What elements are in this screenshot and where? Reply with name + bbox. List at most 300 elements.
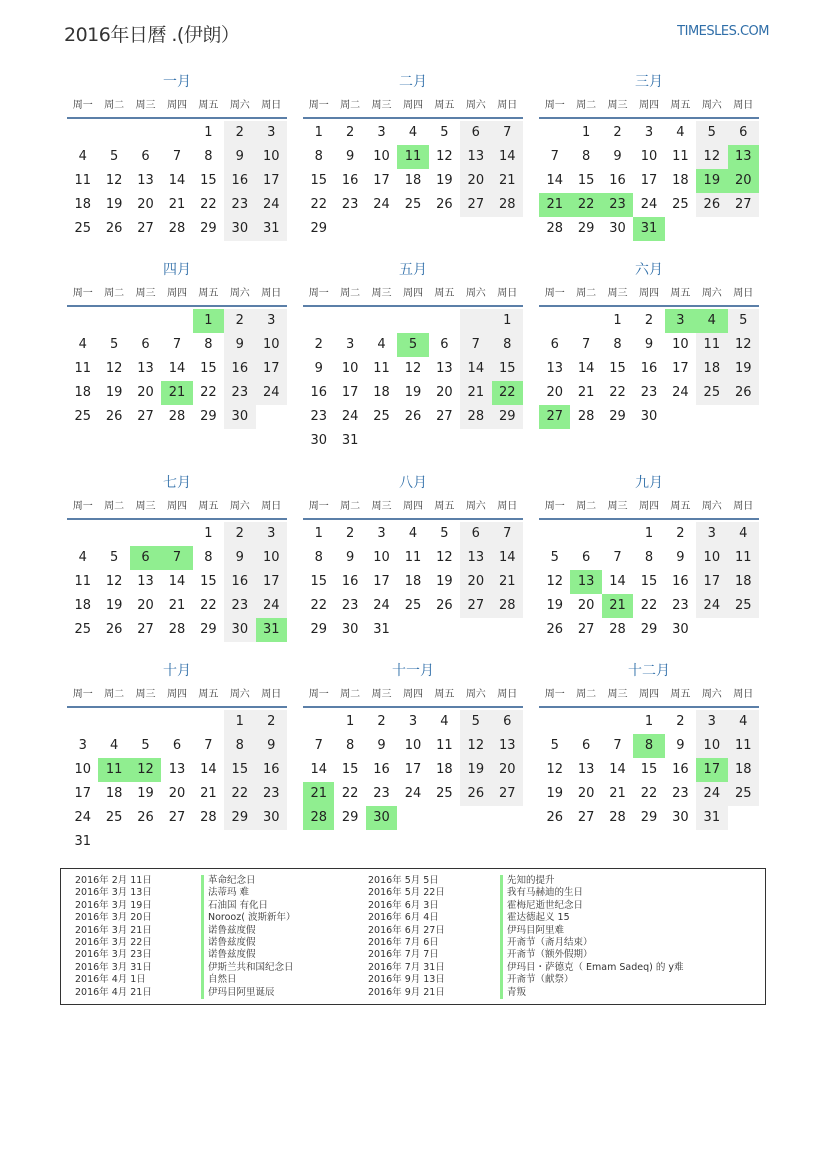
day-cell: 23 bbox=[672, 598, 689, 613]
day-cell: 16 bbox=[224, 357, 255, 381]
weekday-label: 周三 bbox=[135, 288, 156, 299]
day-cell: 9 bbox=[613, 149, 622, 164]
empty-day-cell bbox=[67, 121, 98, 145]
day-cell: 21 bbox=[609, 786, 626, 801]
day-cell: 24 bbox=[373, 598, 390, 613]
day-cell: 2 bbox=[613, 125, 622, 140]
day-cell: 20 bbox=[137, 197, 154, 212]
day-cell: 23 bbox=[224, 381, 255, 405]
holiday-date: 2016年 7月 6日 bbox=[368, 936, 439, 948]
day-cell: 23 bbox=[373, 786, 390, 801]
day-cell: 27 bbox=[577, 622, 595, 637]
holiday-day-cell: 7 bbox=[161, 546, 192, 570]
month-block bbox=[67, 70, 287, 241]
day-cell: 6 bbox=[581, 550, 591, 565]
day-cell: 14 bbox=[609, 574, 626, 589]
day-cell: 5 bbox=[109, 149, 119, 164]
day-cell: 17 bbox=[256, 169, 287, 193]
day-cell: 24 bbox=[74, 810, 91, 825]
day-cell: 22 bbox=[609, 385, 626, 400]
day-cell: 19 bbox=[137, 786, 154, 801]
holiday-day-cell: 28 bbox=[303, 806, 334, 830]
holiday-date: 2016年 6月 4日 bbox=[368, 912, 439, 924]
holiday-day-cell: 31 bbox=[256, 618, 287, 642]
day-cell: 11 bbox=[696, 333, 727, 357]
day-cell: 28 bbox=[168, 622, 186, 637]
month-block bbox=[67, 471, 287, 642]
empty-day-cell bbox=[161, 522, 192, 546]
month-title: 十二月 bbox=[628, 663, 670, 679]
day-cell: 16 bbox=[224, 169, 255, 193]
day-cell: 19 bbox=[460, 758, 491, 782]
day-grid bbox=[303, 309, 523, 453]
day-cell: 4 bbox=[78, 149, 87, 164]
weekday-label: 周日 bbox=[261, 689, 282, 700]
day-cell: 7 bbox=[581, 337, 591, 352]
day-cell: 1 bbox=[492, 309, 523, 333]
holiday-name: 法蒂玛 难 bbox=[208, 887, 250, 899]
day-cell: 30 bbox=[609, 221, 626, 236]
day-cell: 16 bbox=[256, 758, 287, 782]
day-cell: 13 bbox=[436, 361, 453, 376]
day-cell: 19 bbox=[105, 385, 123, 400]
day-cell: 28 bbox=[168, 409, 186, 424]
holiday-day-cell: 22 bbox=[570, 193, 601, 217]
day-cell: 29 bbox=[200, 622, 217, 637]
day-cell: 22 bbox=[224, 782, 255, 806]
day-cell: 31 bbox=[74, 834, 91, 849]
day-grid bbox=[67, 522, 287, 642]
day-cell: 25 bbox=[672, 197, 689, 212]
day-cell: 4 bbox=[728, 522, 759, 546]
weekday-label: 周一 bbox=[72, 288, 93, 299]
day-cell: 15 bbox=[224, 758, 255, 782]
day-cell: 24 bbox=[404, 786, 422, 801]
weekday-label: 周五 bbox=[198, 100, 219, 111]
day-cell: 16 bbox=[672, 574, 689, 589]
holiday-date: 2016年 9月 21日 bbox=[368, 986, 445, 998]
day-cell: 12 bbox=[105, 173, 123, 188]
day-cell: 24 bbox=[256, 381, 287, 405]
day-cell: 25 bbox=[74, 409, 91, 424]
day-cell: 8 bbox=[613, 337, 622, 352]
weekday-label: 周六 bbox=[465, 288, 486, 299]
month-title: 三月 bbox=[635, 74, 663, 90]
day-cell: 10 bbox=[696, 734, 727, 758]
holiday-day-cell: 19 bbox=[696, 169, 727, 193]
day-cell: 27 bbox=[460, 594, 491, 618]
day-cell: 28 bbox=[546, 221, 563, 236]
day-cell: 12 bbox=[105, 361, 123, 376]
day-cell: 19 bbox=[546, 598, 563, 613]
day-cell: 7 bbox=[172, 149, 182, 164]
empty-day-cell bbox=[303, 309, 334, 333]
day-cell: 1 bbox=[345, 714, 355, 729]
day-cell: 26 bbox=[137, 810, 154, 825]
holiday-name-column bbox=[201, 875, 295, 999]
day-cell: 26 bbox=[546, 622, 563, 637]
day-cell: 28 bbox=[200, 810, 217, 825]
day-cell: 9 bbox=[676, 738, 685, 753]
weekday-label: 周二 bbox=[340, 501, 361, 512]
weekday-header bbox=[67, 683, 287, 708]
day-cell: 5 bbox=[460, 710, 491, 734]
holiday-day-cell: 22 bbox=[492, 381, 523, 405]
day-cell: 9 bbox=[224, 145, 255, 169]
day-cell: 9 bbox=[314, 361, 323, 376]
day-cell: 1 bbox=[204, 125, 213, 140]
day-cell: 21 bbox=[168, 598, 186, 613]
day-cell: 1 bbox=[314, 526, 323, 541]
day-cell: 26 bbox=[436, 197, 453, 212]
day-cell: 30 bbox=[341, 622, 359, 637]
day-cell: 15 bbox=[200, 361, 217, 376]
weekday-label: 周四 bbox=[638, 689, 659, 700]
day-cell: 22 bbox=[310, 197, 327, 212]
weekday-header bbox=[67, 282, 287, 307]
day-cell: 3 bbox=[78, 738, 87, 753]
weekday-label: 周二 bbox=[340, 689, 361, 700]
day-cell: 25 bbox=[74, 622, 91, 637]
weekday-label: 周五 bbox=[670, 288, 691, 299]
day-cell: 6 bbox=[581, 738, 591, 753]
day-cell: 2 bbox=[224, 309, 255, 333]
weekday-label: 周日 bbox=[733, 501, 754, 512]
day-cell: 14 bbox=[168, 361, 186, 376]
day-cell: 27 bbox=[577, 810, 595, 825]
day-cell: 10 bbox=[373, 149, 390, 164]
day-cell: 15 bbox=[577, 173, 595, 188]
day-cell: 13 bbox=[137, 574, 154, 589]
day-cell: 26 bbox=[436, 598, 453, 613]
weekday-header bbox=[303, 282, 523, 307]
month-title: 九月 bbox=[635, 475, 663, 491]
day-cell: 17 bbox=[696, 570, 727, 594]
day-cell: 4 bbox=[377, 337, 386, 352]
day-cell: 5 bbox=[141, 738, 150, 753]
holiday-name: 诺鲁兹度假 bbox=[208, 949, 256, 961]
day-cell: 18 bbox=[436, 762, 453, 777]
holiday-day-cell: 1 bbox=[193, 309, 224, 333]
holiday-date: 2016年 6月 3日 bbox=[368, 899, 439, 911]
weekday-label: 周一 bbox=[308, 501, 329, 512]
day-cell: 4 bbox=[440, 714, 449, 729]
empty-day-cell bbox=[130, 309, 161, 333]
weekday-label: 周一 bbox=[308, 100, 329, 111]
day-cell: 3 bbox=[644, 125, 654, 140]
weekday-label: 周四 bbox=[166, 288, 187, 299]
day-cell: 18 bbox=[373, 385, 390, 400]
day-cell: 10 bbox=[74, 762, 91, 777]
day-cell: 13 bbox=[492, 734, 523, 758]
day-cell: 22 bbox=[310, 598, 327, 613]
empty-day-cell bbox=[303, 710, 334, 734]
site-link[interactable]: TIMESLES.COM bbox=[677, 24, 769, 39]
day-cell: 27 bbox=[137, 221, 154, 236]
day-grid bbox=[539, 710, 759, 830]
weekday-label: 周四 bbox=[166, 689, 187, 700]
day-cell: 25 bbox=[728, 782, 759, 806]
day-cell: 15 bbox=[200, 574, 217, 589]
weekday-label: 周六 bbox=[229, 689, 250, 700]
holiday-day-cell: 3 bbox=[665, 309, 696, 333]
empty-day-cell bbox=[130, 522, 161, 546]
day-cell: 21 bbox=[577, 385, 595, 400]
day-cell: 22 bbox=[200, 598, 217, 613]
holiday-day-cell: 13 bbox=[728, 145, 759, 169]
month-title: 十一月 bbox=[392, 663, 434, 679]
weekday-header bbox=[539, 495, 759, 520]
day-cell: 27 bbox=[436, 409, 453, 424]
holiday-date: 2016年 3月 19日 bbox=[75, 899, 152, 911]
day-cell: 26 bbox=[105, 221, 123, 236]
holiday-name: Norooz( 波斯新年） bbox=[208, 912, 296, 924]
holiday-name-column bbox=[500, 875, 684, 999]
day-cell: 13 bbox=[137, 361, 154, 376]
weekday-label: 周三 bbox=[607, 689, 628, 700]
day-cell: 11 bbox=[404, 550, 422, 565]
day-cell: 16 bbox=[341, 574, 359, 589]
day-cell: 30 bbox=[224, 618, 255, 642]
day-cell: 14 bbox=[168, 574, 186, 589]
day-grid bbox=[67, 710, 287, 854]
day-cell: 14 bbox=[460, 357, 491, 381]
day-cell: 26 bbox=[728, 381, 759, 405]
day-cell: 1 bbox=[613, 313, 622, 328]
weekday-label: 周三 bbox=[371, 689, 392, 700]
weekday-header bbox=[67, 94, 287, 119]
day-cell: 6 bbox=[141, 337, 150, 352]
empty-day-cell bbox=[130, 121, 161, 145]
day-cell: 13 bbox=[546, 361, 563, 376]
day-cell: 7 bbox=[204, 738, 213, 753]
day-cell: 20 bbox=[137, 598, 154, 613]
day-cell: 8 bbox=[345, 738, 355, 753]
day-cell: 23 bbox=[224, 594, 255, 618]
day-cell: 2 bbox=[224, 522, 255, 546]
day-cell: 26 bbox=[105, 622, 123, 637]
day-cell: 30 bbox=[672, 622, 689, 637]
day-cell: 23 bbox=[341, 598, 359, 613]
day-cell: 23 bbox=[640, 385, 658, 400]
day-cell: 17 bbox=[373, 574, 390, 589]
day-cell: 25 bbox=[373, 409, 390, 424]
day-cell: 7 bbox=[492, 121, 523, 145]
day-cell: 18 bbox=[105, 786, 123, 801]
day-cell: 19 bbox=[105, 598, 123, 613]
day-cell: 16 bbox=[310, 385, 327, 400]
day-cell: 2 bbox=[644, 313, 654, 328]
day-cell: 9 bbox=[345, 149, 355, 164]
holiday-name: 石油国 有化日 bbox=[208, 899, 269, 911]
day-cell: 16 bbox=[640, 361, 658, 376]
day-cell: 4 bbox=[408, 526, 418, 541]
day-cell: 20 bbox=[168, 786, 186, 801]
day-cell: 12 bbox=[696, 145, 727, 169]
day-cell: 16 bbox=[373, 762, 390, 777]
holiday-name: 我有马赫迪的生日 bbox=[507, 887, 584, 899]
day-cell: 4 bbox=[728, 710, 759, 734]
holiday-name: 伊玛目・萨德克（ Emam Sadeq) 的 y难 bbox=[507, 961, 684, 973]
day-cell: 2 bbox=[345, 526, 355, 541]
day-cell: 23 bbox=[224, 193, 255, 217]
weekday-label: 周二 bbox=[576, 689, 597, 700]
empty-day-cell bbox=[366, 309, 397, 333]
day-cell: 2 bbox=[345, 125, 355, 140]
weekday-label: 周一 bbox=[308, 689, 329, 700]
day-cell: 3 bbox=[696, 710, 727, 734]
day-cell: 8 bbox=[204, 337, 213, 352]
empty-day-cell bbox=[161, 121, 192, 145]
weekday-label: 周六 bbox=[229, 288, 250, 299]
day-cell: 28 bbox=[609, 810, 626, 825]
day-cell: 28 bbox=[492, 193, 523, 217]
day-cell: 19 bbox=[546, 786, 563, 801]
day-cell: 3 bbox=[345, 337, 355, 352]
day-cell: 6 bbox=[460, 522, 491, 546]
day-cell: 18 bbox=[74, 197, 91, 212]
day-cell: 14 bbox=[492, 145, 523, 169]
day-cell: 28 bbox=[609, 622, 626, 637]
weekday-label: 周四 bbox=[638, 501, 659, 512]
day-cell: 28 bbox=[492, 594, 523, 618]
day-cell: 19 bbox=[728, 357, 759, 381]
month-title: 八月 bbox=[399, 475, 427, 491]
day-cell: 5 bbox=[696, 121, 727, 145]
empty-day-cell bbox=[161, 710, 192, 734]
month-title: 七月 bbox=[163, 475, 191, 491]
day-cell: 4 bbox=[676, 125, 685, 140]
empty-day-cell bbox=[539, 522, 570, 546]
weekday-label: 周五 bbox=[670, 501, 691, 512]
holiday-day-cell: 21 bbox=[303, 782, 334, 806]
day-cell: 29 bbox=[640, 810, 658, 825]
day-cell: 13 bbox=[577, 762, 595, 777]
day-cell: 15 bbox=[640, 574, 658, 589]
day-cell: 7 bbox=[314, 738, 323, 753]
day-cell: 27 bbox=[728, 193, 759, 217]
day-cell: 9 bbox=[377, 738, 386, 753]
weekday-header bbox=[67, 495, 287, 520]
day-cell: 25 bbox=[105, 810, 123, 825]
day-cell: 18 bbox=[404, 574, 422, 589]
day-cell: 24 bbox=[696, 594, 727, 618]
day-cell: 30 bbox=[310, 433, 327, 448]
day-cell: 3 bbox=[256, 309, 287, 333]
day-cell: 18 bbox=[404, 173, 422, 188]
holiday-date: 2016年 4月 1日 bbox=[75, 974, 146, 986]
holiday-day-cell: 21 bbox=[161, 381, 192, 405]
weekday-label: 周二 bbox=[576, 288, 597, 299]
day-cell: 12 bbox=[546, 574, 563, 589]
weekday-label: 周日 bbox=[261, 100, 282, 111]
weekday-label: 周五 bbox=[434, 288, 455, 299]
weekday-label: 周二 bbox=[104, 288, 125, 299]
weekday-label: 周三 bbox=[135, 689, 156, 700]
day-cell: 19 bbox=[404, 385, 422, 400]
day-cell: 24 bbox=[640, 197, 658, 212]
holiday-date: 2016年 3月 31日 bbox=[75, 961, 152, 973]
day-cell: 1 bbox=[204, 526, 213, 541]
weekday-label: 周日 bbox=[261, 288, 282, 299]
day-cell: 18 bbox=[696, 357, 727, 381]
month-block bbox=[303, 70, 523, 241]
holiday-name: 伊斯兰共和国纪念日 bbox=[208, 961, 294, 973]
day-cell: 19 bbox=[105, 197, 123, 212]
day-cell: 23 bbox=[310, 409, 327, 424]
day-cell: 16 bbox=[224, 570, 255, 594]
day-cell: 23 bbox=[672, 786, 689, 801]
weekday-label: 周五 bbox=[198, 689, 219, 700]
day-cell: 20 bbox=[492, 758, 523, 782]
empty-day-cell bbox=[98, 309, 129, 333]
day-cell: 16 bbox=[609, 173, 626, 188]
weekday-label: 周四 bbox=[402, 288, 423, 299]
day-cell: 12 bbox=[460, 734, 491, 758]
holiday-date: 2016年 6月 27日 bbox=[368, 924, 445, 936]
day-cell: 30 bbox=[640, 409, 658, 424]
holiday-day-cell: 12 bbox=[130, 758, 161, 782]
day-cell: 25 bbox=[728, 594, 759, 618]
day-cell: 10 bbox=[696, 546, 727, 570]
holiday-name: 霍达德起义 15 bbox=[507, 912, 570, 924]
day-cell: 13 bbox=[168, 762, 186, 777]
day-cell: 2 bbox=[377, 714, 386, 729]
empty-day-cell bbox=[98, 710, 129, 734]
day-cell: 5 bbox=[550, 738, 559, 753]
day-cell: 7 bbox=[172, 337, 182, 352]
day-cell: 15 bbox=[341, 762, 359, 777]
day-cell: 14 bbox=[168, 173, 186, 188]
day-cell: 3 bbox=[256, 121, 287, 145]
day-cell: 4 bbox=[109, 738, 119, 753]
day-cell: 27 bbox=[168, 810, 186, 825]
day-cell: 17 bbox=[74, 786, 91, 801]
day-cell: 6 bbox=[460, 121, 491, 145]
day-cell: 11 bbox=[373, 361, 390, 376]
day-cell: 1 bbox=[644, 714, 654, 729]
weekday-header bbox=[539, 282, 759, 307]
day-cell: 8 bbox=[204, 149, 213, 164]
empty-day-cell bbox=[539, 710, 570, 734]
day-cell: 26 bbox=[696, 193, 727, 217]
day-cell: 8 bbox=[492, 333, 523, 357]
day-grid bbox=[539, 522, 759, 642]
holiday-name: 开斋节（献祭） bbox=[507, 974, 574, 986]
day-cell: 12 bbox=[105, 574, 123, 589]
day-cell: 18 bbox=[74, 385, 91, 400]
empty-day-cell bbox=[98, 522, 129, 546]
weekday-label: 周五 bbox=[198, 501, 219, 512]
holiday-date-column bbox=[368, 875, 445, 999]
weekday-label: 周六 bbox=[229, 501, 250, 512]
holiday-day-cell: 11 bbox=[98, 758, 129, 782]
weekday-label: 周五 bbox=[434, 100, 455, 111]
day-cell: 31 bbox=[256, 217, 287, 241]
month-block bbox=[303, 659, 523, 830]
weekday-header bbox=[303, 683, 523, 708]
day-cell: 19 bbox=[436, 574, 453, 589]
day-grid bbox=[67, 309, 287, 429]
day-cell: 29 bbox=[341, 810, 359, 825]
holiday-day-cell: 5 bbox=[397, 333, 428, 357]
holiday-name: 伊玛目阿里诞辰 bbox=[208, 986, 275, 998]
day-cell: 29 bbox=[310, 622, 327, 637]
weekday-label: 周二 bbox=[340, 288, 361, 299]
day-cell: 10 bbox=[256, 145, 287, 169]
holiday-date: 2016年 9月 13日 bbox=[368, 974, 445, 986]
day-cell: 7 bbox=[460, 333, 491, 357]
